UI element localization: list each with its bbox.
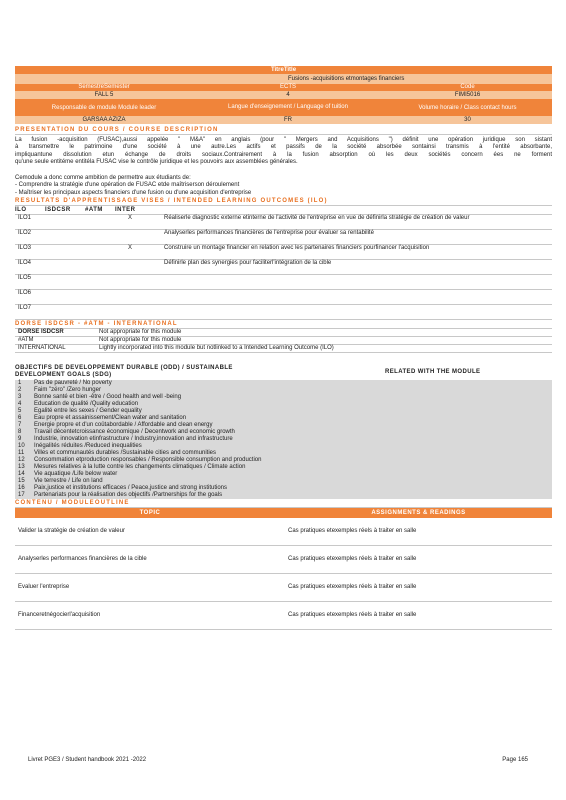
sdg-number: 10 (18, 443, 25, 450)
dorse-heading: DORSE ISDCSR - #ATM - INTERNATIONAL (15, 320, 552, 329)
sdg-row (15, 471, 552, 478)
ilo-col-ilo: ILO (15, 207, 27, 214)
sdg-number: 9 (18, 436, 22, 443)
sdg-text: Vie terrestre / Life on land (34, 478, 103, 485)
sdg-row (15, 394, 552, 401)
sdg-text: Vie aquatique /Life below water (34, 471, 118, 478)
dorse-row (15, 337, 552, 345)
sdg-text: Bonne santé et bien -être / Good health and well -being (34, 394, 182, 401)
module-sheet (15, 66, 552, 630)
page-number: Page 165 (502, 757, 528, 763)
ilo-col-inter: INTER (115, 207, 136, 214)
sdg-number: 7 (18, 422, 22, 429)
sdg-row (15, 436, 552, 443)
sdg-text: Villes et communautés durables /Sustainable cities and communities (34, 450, 216, 457)
ilo-code: ILO5 (15, 275, 125, 290)
ilo-table (15, 215, 552, 320)
ilo-text: Analyserles performances financières de l'entreprise pour évaluer sa rentabilité (161, 230, 552, 245)
ilo-row (15, 305, 552, 320)
sdg-text: Mesures relatives à la lutte contre les changements climatiques / Climate action (34, 464, 246, 471)
sdg-related-label: RELATED WITH THE MODULE (385, 369, 481, 376)
outline-topic: Valider la stratégie de création de valeur (15, 518, 285, 546)
ilo-mark: X (125, 215, 161, 230)
sdg-number: 8 (18, 429, 22, 436)
sdg-text: Partenariats pour la réalisation des objectifs /Partnerships for the goals (34, 492, 223, 499)
sdg-number: 13 (18, 464, 25, 471)
sdg-text: Faim "zéro" /Zero hunger (34, 387, 101, 394)
outline-topic: Financeretnégocierl'acquisition (15, 602, 285, 630)
dorse-table (15, 329, 552, 353)
outline-row (15, 518, 552, 546)
ects-label: ECTS (279, 84, 296, 90)
sdg-number: 3 (18, 394, 22, 401)
sdg-text: Paix,justice et institutions efficaces / Peace,justice and strong institutions (34, 485, 227, 492)
outline-row (15, 574, 552, 602)
language-label: Langue d'enseignement / Language of tuition (228, 104, 348, 111)
sdg-row (15, 450, 552, 457)
sdg-number: 5 (18, 408, 22, 415)
dorse-label: #ATM (18, 337, 34, 344)
page-footer (28, 757, 528, 763)
sdg-text: Eau propre et assainissement/Clean water and sanitation (34, 415, 187, 422)
sdg-text: Egalité entre les sexes / Gender equality (34, 408, 142, 415)
footer-handbook: Livret PGE3 / Student handbook 2021 -2022 (28, 757, 147, 763)
title-value: Fusions -acquisitions etmontages financiers (288, 76, 405, 82)
sdg-text: Travail décentetcroissance économique / Decentwork and economic growth (34, 429, 235, 436)
ilo-text: Définirle plan des synergies pour faciliterl'intégration de la cible (161, 260, 552, 275)
responsable-value-row (15, 116, 552, 124)
outline-assignment: Cas pratiques etexemples réels à traiter en salle (285, 518, 552, 546)
dorse-row (15, 329, 552, 337)
sdg-text: Education de qualité /Quality education (34, 401, 139, 408)
outline-heading: CONTENU / MODULEOUTLINE (15, 499, 552, 508)
sdg-text: Consommation etproduction responsables / Responsible consumption and production (34, 457, 262, 464)
sdg-number: 17 (18, 492, 25, 499)
outline-assignment: Cas pratiques etexemples réels à traiter en salle (285, 574, 552, 602)
title-value-row (15, 74, 552, 84)
dorse-row (15, 345, 552, 353)
responsable-value: GARSAA AZIZA (82, 117, 126, 123)
sdg-header (15, 365, 552, 379)
ilo-mark (125, 305, 161, 320)
title-label: TitreTitle (15, 66, 552, 74)
outline-row (15, 546, 552, 574)
ilo-row (15, 275, 552, 290)
dorse-label: DORSE ISDCSR (18, 329, 64, 336)
semester-header-row (15, 84, 552, 91)
objective-line: - Maîtriser les principaux aspects financiers d'une fusion ou d'une acquisition d'entreprise (15, 189, 252, 196)
outline-col-assignments: ASSIGNMENTS & READINGS (371, 510, 466, 517)
presentation-line: impliquantune dissolution etun échange de droits sociaux.Contrairement à la fusion absorption où les deux sociétés concern ées ne forment (15, 151, 552, 158)
dorse-value: Lightly incorporated into this module but notlinked to a Intended Learning Outcome (ILO) (99, 345, 334, 352)
responsable-label: Responsable de module Module leader (51, 104, 157, 111)
ilo-mark (125, 290, 161, 305)
dorse-value: Not appropriate for this module (99, 337, 182, 344)
semester-value: FALL 5 (94, 92, 114, 98)
sdg-row (15, 422, 552, 429)
outline-col-topic: TOPIC (139, 510, 161, 517)
responsable-header-row (15, 99, 552, 116)
ilo-col-atm: #ATM (85, 207, 103, 214)
outline-table (15, 518, 552, 630)
ilo-code: ILO4 (15, 260, 125, 275)
objective-line: - Comprendre la stratégie d'une opération de FUSAC etde maîtriserson déroulement (15, 182, 240, 189)
outline-topic: Evaluer l'entreprise (15, 574, 285, 602)
objectives-text (15, 175, 552, 197)
ilo-mark: X (125, 245, 161, 260)
ilo-col-isdcsr: ISDCSR (45, 207, 71, 214)
sdg-row (15, 478, 552, 485)
ilo-row (15, 290, 552, 305)
ilo-text (161, 290, 552, 305)
sdg-number: 1 (18, 380, 22, 387)
sdg-heading-line1: OBJECTIFS DE DEVELOPPEMENT DURABLE (ODD) / SUSTAINABLE (15, 365, 233, 372)
sdg-number: 12 (18, 457, 25, 464)
sdg-list (15, 380, 552, 499)
presentation-line: La fusion -acquisition (FUSAC),aussi appelée " M&A" en anglais (pour " Mergers and Acquisitions ") définit une opération juridique son sistant (15, 137, 552, 143)
sdg-number: 2 (18, 387, 22, 394)
ilo-code: ILO1 (15, 215, 125, 230)
objective-line: Cemodule a donc comme ambition de permettre aux étudiants de: (15, 175, 191, 182)
presentation-heading: PRESENTATION DU COURS / COURSE DESCRIPTION (15, 126, 552, 135)
presentation-line: qu'une seule entitéme entitéla FUSAC vise le contrôle juridique et les pouvoirs aux assemblées générales. (15, 158, 298, 165)
outline-column-header (15, 508, 552, 518)
sdg-number: 16 (18, 485, 25, 492)
ilo-mark (125, 230, 161, 245)
sdg-heading-line2: DEVELOPMENT GOALS (SDG) (15, 372, 112, 379)
ects-value: 4 (286, 92, 290, 98)
ilo-heading: RESULTATS D'APPRENTISSAGE VISES / INTENDED LEARNING OUTCOMES (ILO) (15, 197, 552, 206)
sdg-number: 11 (18, 450, 25, 457)
sdg-number: 6 (18, 415, 22, 422)
semester-label: SemestreSemester (78, 84, 130, 90)
sdg-row (15, 387, 552, 394)
outline-row (15, 602, 552, 630)
sdg-row (15, 485, 552, 492)
code-label: Code (460, 84, 475, 90)
sdg-row (15, 464, 552, 471)
sdg-table (15, 380, 552, 499)
sdg-row (15, 492, 552, 499)
presentation-line: à transmettre le patrimoine d'une société à une autre.Les actifs et passifs de la société absorbée sontainsi transmis à l'entité absorbante, (15, 144, 552, 151)
ilo-row (15, 215, 552, 230)
language-value: FR (284, 117, 292, 123)
dorse-label: INTERNATIONAL (18, 345, 66, 352)
sdg-row (15, 408, 552, 415)
dorse-value: Not appropriate for this module (99, 329, 182, 336)
ilo-code: ILO7 (15, 305, 125, 320)
ilo-code: ILO6 (15, 290, 125, 305)
sdg-text: Energie propre et d'un coûtabordable / Affordable and clean energy (34, 422, 213, 429)
ilo-mark (125, 260, 161, 275)
sdg-row (15, 429, 552, 436)
ilo-mark (125, 275, 161, 290)
outline-assignment: Cas pratiques etexemples réels à traiter en salle (285, 602, 552, 630)
hours-label: Volume horaire / Class contact hours (418, 104, 517, 111)
ilo-code: ILO3 (15, 245, 125, 260)
ilo-row (15, 230, 552, 245)
sdg-text: Industrie, innovation etinfrastructure / Industry,innovation and infrastructure (34, 436, 233, 443)
semester-value-row (15, 91, 552, 99)
sdg-row (15, 415, 552, 422)
sdg-number: 15 (18, 478, 25, 485)
outline-assignment: Cas pratiques etexemples réels à traiter en salle (285, 546, 552, 574)
ilo-text: Réaliserle diagnostic externe etinterne de l'activité de l'entreprise en vue de définirla stratégie de création de valeur (161, 215, 552, 230)
outline-topic: Analyserles performances financières de la cible (15, 546, 285, 574)
presentation-text (15, 137, 552, 166)
sdg-row (15, 380, 552, 387)
sdg-number: 4 (18, 401, 22, 408)
sdg-row (15, 401, 552, 408)
sdg-row (15, 443, 552, 450)
ilo-row (15, 260, 552, 275)
sdg-row (15, 457, 552, 464)
ilo-row (15, 245, 552, 260)
sdg-number: 14 (18, 471, 25, 478)
hours-value: 30 (464, 117, 471, 123)
ilo-code: ILO2 (15, 230, 125, 245)
sdg-text: Pas de pauvreté / No poverty (34, 380, 112, 387)
ilo-column-header (15, 206, 552, 215)
ilo-text (161, 305, 552, 320)
ilo-text: Construire un montage financier en relation avec les partenaires financiers pourfinancer l'acquisition (161, 245, 552, 260)
code-value: FIMI5016 (454, 92, 481, 98)
ilo-text (161, 275, 552, 290)
sdg-text: Inégalités réduites /Reduced inequalities (34, 443, 142, 450)
